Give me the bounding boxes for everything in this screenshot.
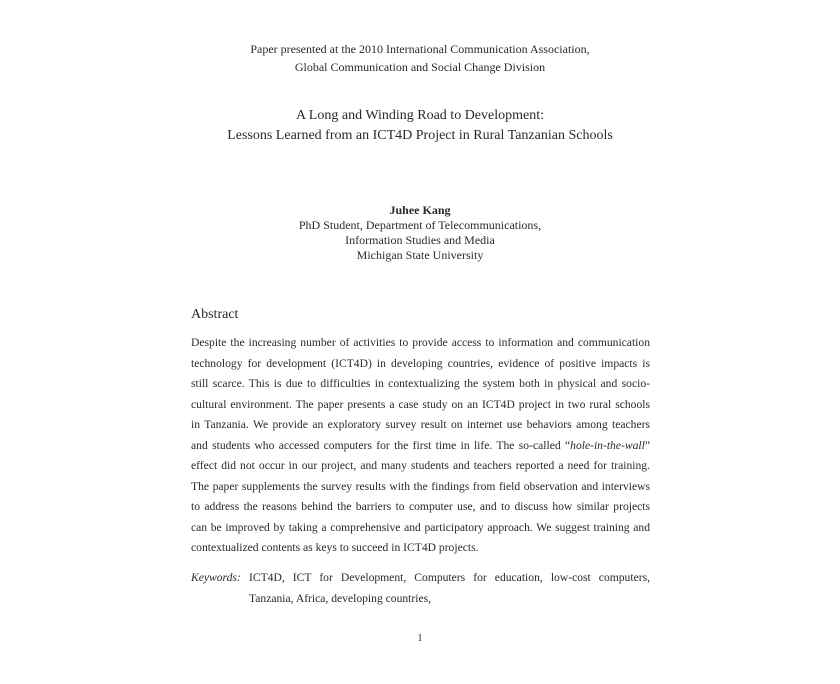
affiliation-line: PhD Student, Department of Telecommunications, <box>298 218 542 232</box>
affiliation-line: Michigan State University <box>356 248 484 262</box>
author-affiliation <box>0 218 840 263</box>
abstract-line <box>191 436 650 457</box>
paper-title <box>0 106 840 146</box>
title-line-1: A Long and Winding Road to Development: <box>295 108 545 123</box>
hole-in-the-wall-term: hole-in-the-wall <box>570 438 645 452</box>
title-line-2: Lessons Learned from an ICT4D Project in Rural Tanzanian Schools <box>227 128 613 143</box>
keywords-label: Keywords: <box>191 571 241 584</box>
keywords-line-1: ICT4D, ICT for Development, Computers for education, low-cost computers, <box>249 571 650 584</box>
abstract-line: technology for development (ICT4D) in developing countries, evidence of positive impacts is <box>191 356 650 370</box>
venue-line-2: Global Communication and Social Change Division <box>294 60 546 74</box>
abstract-line: can be improved by taking a comprehensive and participatory approach. We suggest training and <box>191 520 650 534</box>
keywords-line-2: Tanzania, Africa, developing countries, <box>249 592 432 605</box>
conference-venue <box>0 40 840 76</box>
author-name: Juhee Kang <box>389 203 451 217</box>
abstract-line: cultural environment. The paper presents a case study on an ICT4D project in two rural schools <box>191 397 650 411</box>
venue-line-1: Paper presented at the 2010 International Communication Association, <box>250 42 590 56</box>
abstract-body <box>191 333 650 559</box>
abstract-line: to address the reasons behind the barriers to computer use, and to discuss how similar projects <box>191 500 650 513</box>
page-number: 1 <box>417 633 423 644</box>
abstract-heading: Abstract <box>191 307 239 322</box>
abstract-line: The paper supplements the survey results with the findings from field observation and interviews <box>191 479 650 493</box>
abstract-line: effect did not occur in our project, and many students and teachers reported a need for training. <box>191 459 650 472</box>
abstract-line-text: and students who accessed computers for the first time in life. The so-called “ <box>191 438 571 452</box>
abstract-line: still scarce. This is due to difficulties in contextualizing the system both in physical and socio- <box>191 377 650 390</box>
abstract-line: in Tanzania. We provide an exploratory survey result on internet use behaviors among teachers <box>191 418 650 431</box>
closing-quote: ” <box>644 438 650 452</box>
abstract-line: contextualized contents as keys to succeed in ICT4D projects. <box>191 541 479 554</box>
affiliation-line: Information Studies and Media <box>345 233 495 247</box>
abstract-line: Despite the increasing number of activities to provide access to information and communication <box>191 336 650 349</box>
